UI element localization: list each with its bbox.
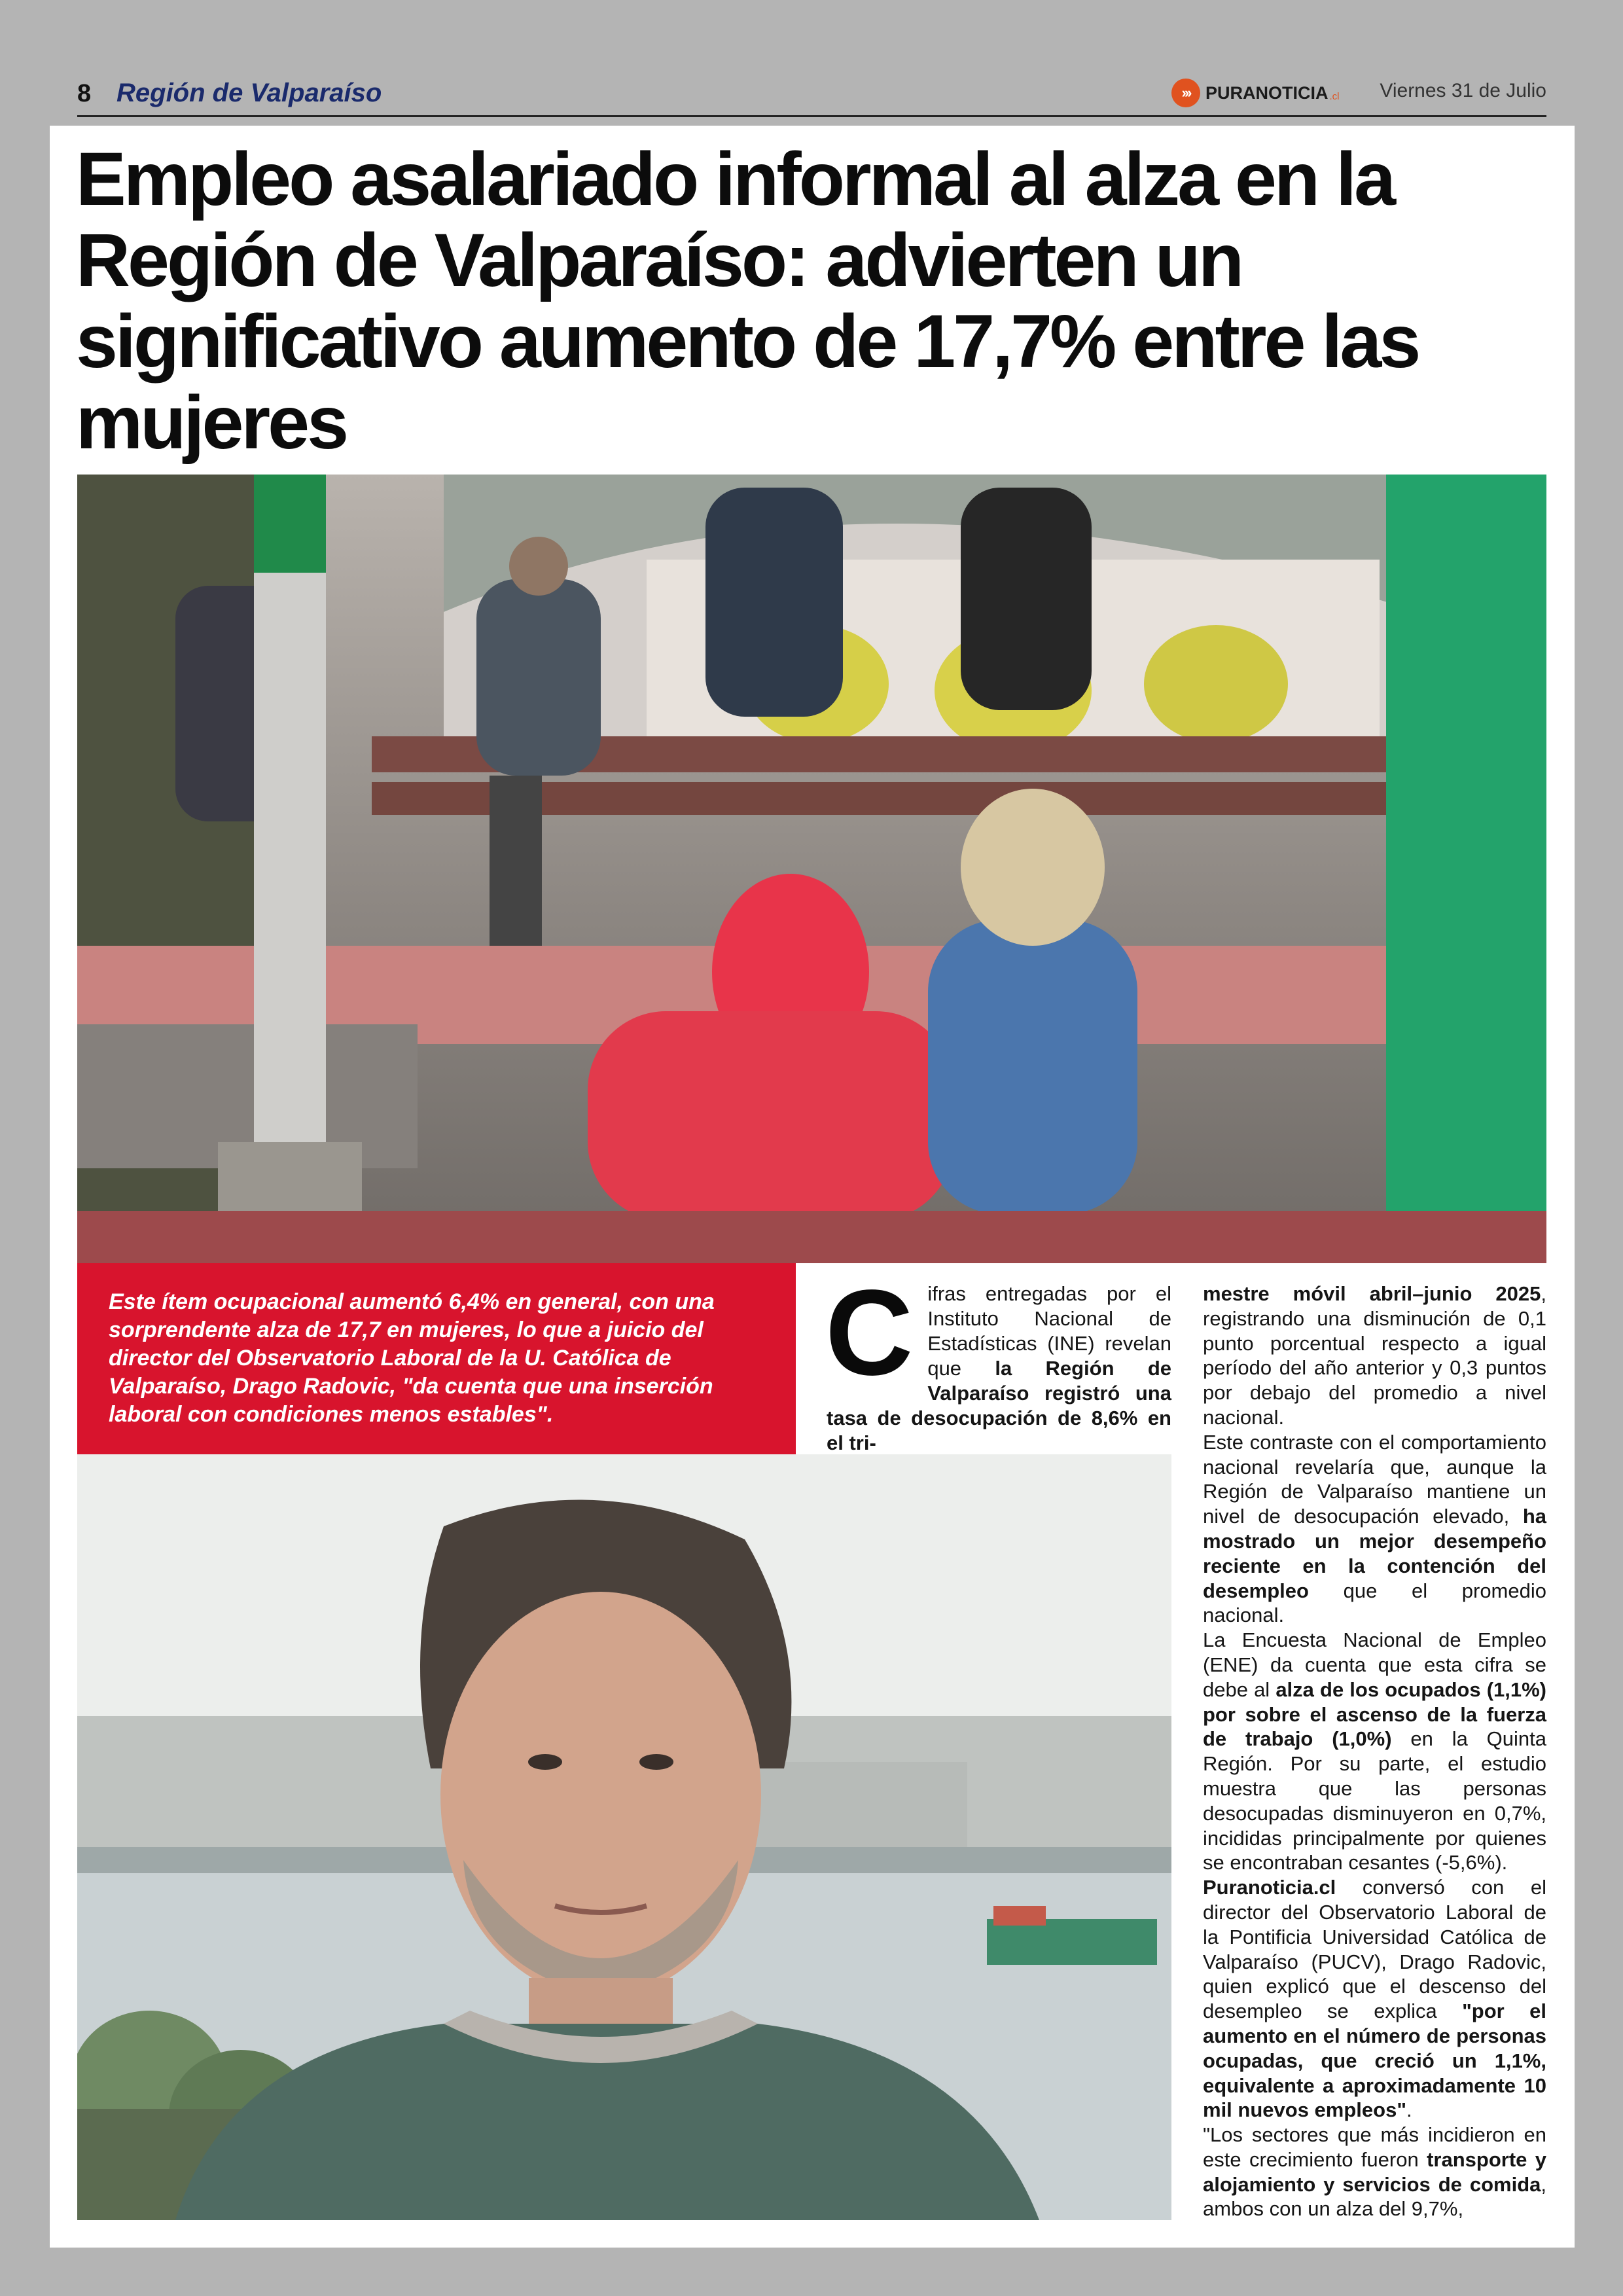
article-column-1 bbox=[825, 1265, 1171, 1456]
section-title: Región de Valparaíso bbox=[116, 79, 382, 107]
page-header bbox=[77, 75, 1546, 117]
drop-cap: C bbox=[825, 1265, 914, 1401]
body-text: Este contraste con el comportamiento nacional revelaría que, aunque la Región de Valparaíso mantiene un nivel de desocupación elevado, bbox=[1203, 1430, 1546, 1528]
body-text: , ambos con un alza del 9,7%, bbox=[1203, 2172, 1546, 2221]
emphasis-text: alza de los ocupados (1,1%) por sobre el ascenso de la fuerza de trabajo (1,0%) bbox=[1203, 1677, 1546, 1751]
article-paragraph-1 bbox=[1203, 1282, 1546, 1430]
lead-bold-text: la Región de Valparaíso registró una tasa de desocupación de 8,6% en el tri- bbox=[827, 1357, 1171, 1454]
brand-logo bbox=[1171, 77, 1340, 109]
article-paragraph-5 bbox=[1203, 2123, 1546, 2221]
issue-date: Viernes 31 de Julio bbox=[1380, 80, 1546, 101]
body-text: "Los sectores que más incidieron en este crecimiento fueron bbox=[1203, 2123, 1546, 2171]
forward-arrows-icon: ››› bbox=[1171, 79, 1200, 107]
emphasis-text: transporte y alojamiento y servicios de comida bbox=[1203, 2147, 1546, 2196]
page-number: 8 bbox=[77, 80, 92, 107]
body-text: conversó con el director del Observatorio Laboral de la Pontificia Universidad Católica de Valparaíso (PUCV), Drago Radovic, quien explicó que el descenso del desempleo se explica bbox=[1203, 1876, 1546, 2023]
brand-tld: .cl bbox=[1329, 90, 1340, 102]
body-text: La Encuesta Nacional de Empleo (ENE) da cuenta que esta cifra se debe al bbox=[1203, 1628, 1546, 1701]
emphasis-text: Puranoticia.cl bbox=[1203, 1876, 1336, 1899]
brand-name: PURANOTICIA bbox=[1205, 82, 1329, 103]
article-lead-paragraph bbox=[825, 1265, 1171, 1456]
body-text: , registrando una disminución de 0,1 punto porcentual respecto a igual período del año anterior y 0,3 puntos por debajo del promedio a nivel nacional. bbox=[1203, 1282, 1546, 1429]
article-paragraph-4 bbox=[1203, 1875, 1546, 2123]
article-paragraph-3 bbox=[1203, 1628, 1546, 1875]
caption-text: Este ítem ocupacional aumentó 6,4% en general, con una sorprendente alza de 17,7 en mujeres, lo que a juicio del director del Observatorio Laboral de la U. Católica de Valparaíso, Drago Radovic, "da cuenta que una inserción laboral con condiciones menos estables". bbox=[109, 1289, 715, 1427]
photo-caption-box bbox=[77, 1263, 796, 1454]
lead-text: ifras entregadas por el Instituto Nacional de Estadísticas (INE) revelan que bbox=[927, 1282, 1171, 1380]
emphasis-text: ha mostrado un mejor desempeño reciente en la contención del desempleo bbox=[1203, 1505, 1546, 1602]
body-text: que el promedio nacional. bbox=[1203, 1579, 1546, 1627]
body-text: en la Quinta Región. Por su parte, el estudio muestra que las personas desocupadas disminuyeron en 0,7%, incididas principalmente por quienes se encontraban cesantes (-5,6%). bbox=[1203, 1727, 1546, 1874]
street-bench-photo bbox=[77, 475, 1546, 1263]
article-headline: Empleo asalariado informal al alza en la Región de Valparaíso: advierten un significativo aumento de 17,7% entre las mujeres bbox=[76, 137, 1419, 465]
article-paragraph-2 bbox=[1203, 1430, 1546, 1628]
article-column-2 bbox=[1203, 1282, 1546, 2221]
emphasis-text: mestre móvil abril–junio 2025 bbox=[1203, 1282, 1541, 1305]
portrait-photo bbox=[77, 1454, 1171, 2220]
body-text: . bbox=[1406, 2098, 1412, 2122]
emphasis-text: "por el aumento en el número de personas ocupadas, que creció un 1,1%, equivalente a aproximadamente 10 mil nuevos empleos" bbox=[1203, 2000, 1546, 2122]
